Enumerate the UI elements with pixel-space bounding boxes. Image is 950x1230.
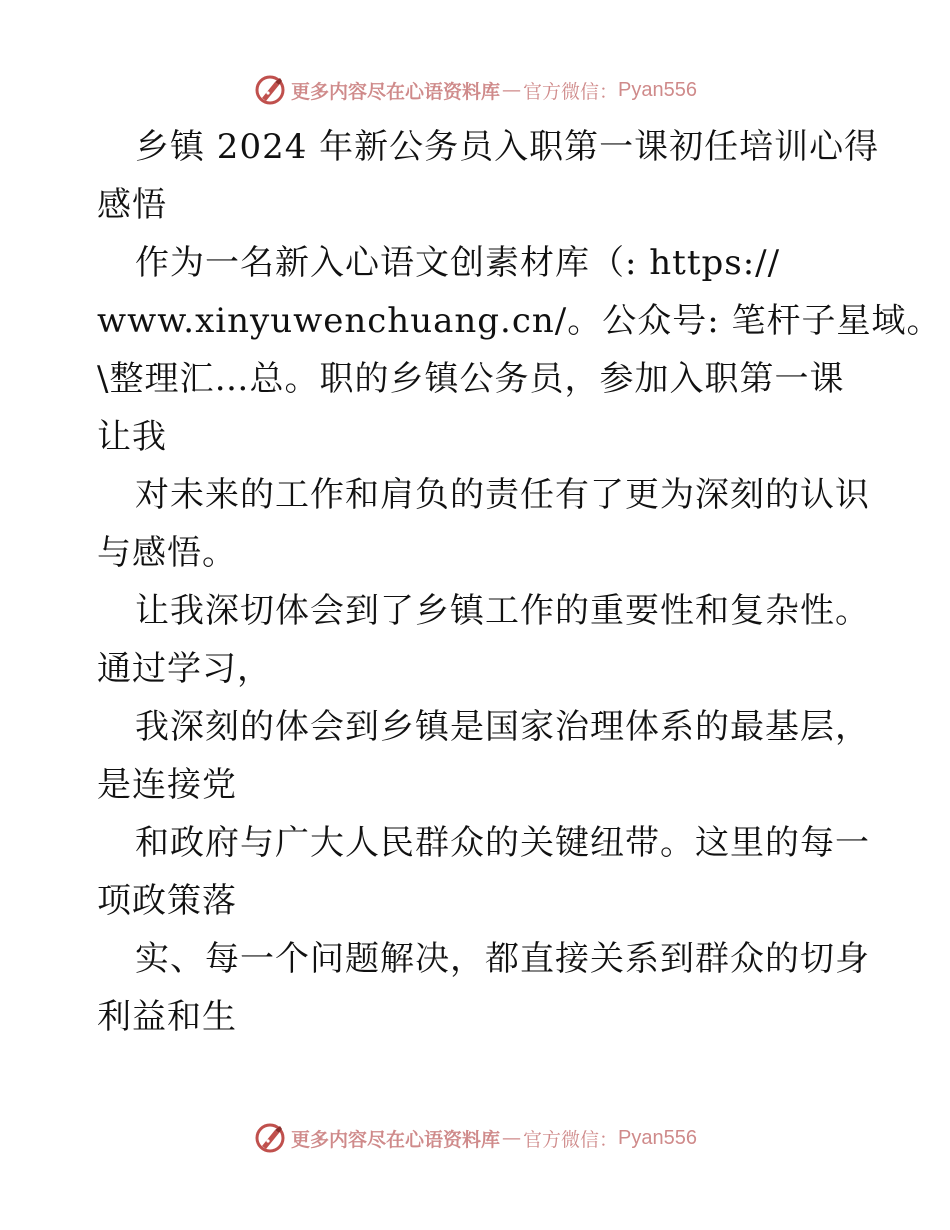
header-banner-text: 更多内容尽在心语资料库 [291,80,501,103]
footer-wechat-id: Pyan556 [618,1126,697,1149]
footer-watermark-banner [0,1118,950,1158]
text-line: 让我 [97,417,167,457]
pen-nib-logo-icon [253,1121,287,1155]
text-line: 通过学习， [97,649,272,689]
text-line: 项政策落 [97,881,237,921]
header-wechat-label: 官方微信： [523,80,619,103]
document-body [97,118,942,1046]
text-line: 让我深切体会到了乡镇工作的重要性和复杂性。 [135,591,870,631]
text-line: 作为一名新入心语文创素材库（: https:// [135,243,781,283]
text-line: 是连接党 [97,765,237,805]
footer-separator: — [502,1127,522,1149]
header-wechat-id: Pyan556 [618,78,697,101]
text-line: 利益和生 [97,997,237,1037]
text-line: 对未来的工作和肩负的责任有了更为深刻的认识 [135,475,870,515]
text-line: \整理汇…总。职的乡镇公务员，参加入职第一课 [97,359,845,399]
text-line: www.xinyuwenchuang.cn/。公众号: 笔杆子星域。 [97,301,942,341]
footer-banner-text: 更多内容尽在心语资料库 [291,1128,501,1151]
footer-wechat-label: 官方微信： [523,1128,619,1151]
header-separator: — [502,79,522,101]
pen-nib-logo-icon [253,73,287,107]
text-line: 我深刻的体会到乡镇是国家治理体系的最基层， [135,707,870,747]
title-line-2: 感悟 [97,185,167,225]
text-line: 和政府与广大人民群众的关键纽带。这里的每一 [135,823,870,863]
header-watermark-banner [0,70,950,110]
text-line: 与感悟。 [97,533,237,573]
title-line-1: 乡镇 2024 年新公务员入职第一课初任培训心得 [135,127,880,167]
text-line: 实、每一个问题解决，都直接关系到群众的切身 [135,939,870,979]
